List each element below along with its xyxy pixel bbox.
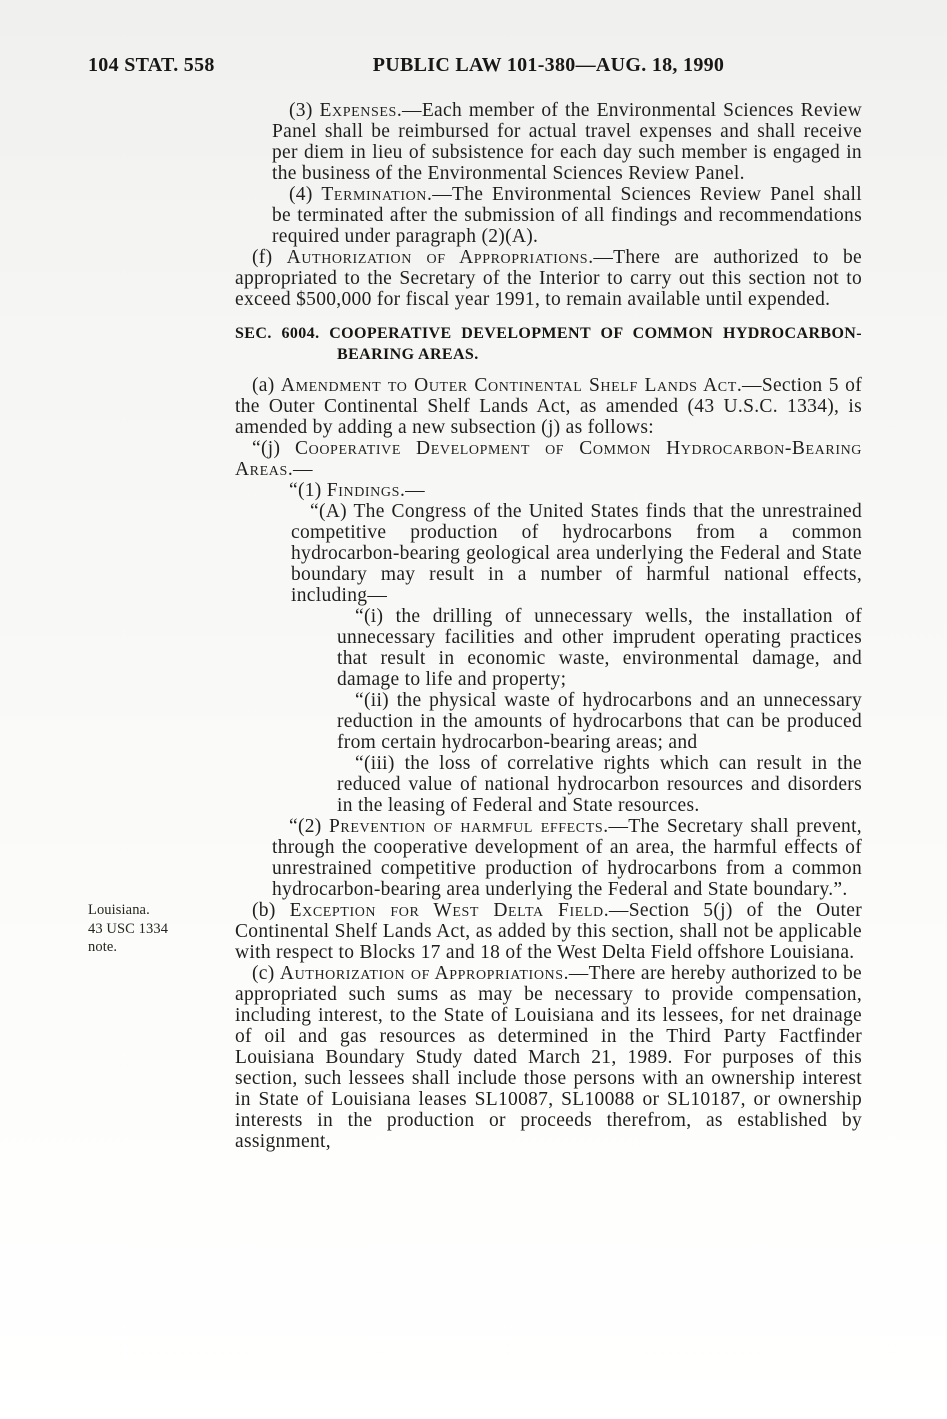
paragraph-designator: “(iii) xyxy=(355,753,405,774)
paragraph-text: .—Section 5 of the Outer Continental Shelf Lands Act, as amended (43 U.S.C. 1334), is amended by adding a new subsection (j) as follows: xyxy=(235,375,863,438)
paragraph-text: .— xyxy=(399,480,425,501)
para-j-cooperative-development xyxy=(235,438,862,480)
paragraph-designator: (3) xyxy=(289,100,320,121)
para-2-prevention xyxy=(272,816,862,900)
paragraph-designator: “(ii) xyxy=(355,690,397,711)
small-caps-heading: Authorization of Appropriations xyxy=(286,247,589,268)
paragraph-text: .— xyxy=(287,459,313,480)
paragraph-designator: “(i) xyxy=(355,606,396,627)
paragraph-text: .—Each member of the Environmental Sciences Review Panel shall be reimbursed for actual travel expenses and shall receive per diem in lieu of subsistence for each day such member is engaged in the business of the Environmental Sciences Review Panel. xyxy=(272,100,862,184)
paragraph-text: .—The Environmental Sciences Review Panel shall be terminated after the submission of all findings and recommendations required under paragraph (2)(A). xyxy=(272,184,862,247)
para-1-findings xyxy=(272,480,862,501)
clause-ii-physical-waste xyxy=(337,690,862,753)
small-caps-heading: Amendment to Outer Continental Shelf Lands Act xyxy=(280,375,737,396)
paragraph-designator: (f) xyxy=(252,247,287,268)
stat-page-number: 104 STAT. 558 xyxy=(88,54,215,76)
small-caps-heading: Expenses xyxy=(319,100,397,121)
paragraph-designator: “(j) xyxy=(252,438,296,459)
paragraph-designator: “(1) xyxy=(289,480,327,501)
para-f-authorization xyxy=(235,247,862,310)
paragraph-text: the loss of correlative rights which can result in the reduced value of national hydrocarbon resources and disorders in the leasing of Federal and State resources. xyxy=(337,753,863,816)
margin-note-louisiana xyxy=(88,901,226,957)
clause-i-drilling xyxy=(337,606,862,690)
small-caps-heading: Exception for West Delta Field xyxy=(289,900,604,921)
paragraph-designator: (a) xyxy=(252,375,281,396)
small-caps-heading: Authorization of Appropriations xyxy=(279,963,564,984)
sec-heading-line2: BEARING AREAS. xyxy=(337,346,479,363)
paragraph-text: .—There are authorized to be appropriated to the Secretary of the Interior to carry out this section not to exceed $500,000 for fiscal year 1991, to remain available until expended. xyxy=(235,247,862,310)
small-caps-heading: Termination xyxy=(321,184,428,205)
paragraph-designator: “(2) xyxy=(289,816,329,837)
paragraph-text: The Congress of the United States finds that the unrestrained competitive production of hydrocarbons from a common hydrocarbon-bearing geological area underlying the Federal and State boundary may result in a number of harmful national effects, including— xyxy=(291,501,862,606)
small-caps-heading: Cooperative Development of Common Hydrocarbon-Bearing Areas xyxy=(235,438,863,480)
statute-text-column xyxy=(88,100,863,1152)
para-A-congress-findings xyxy=(291,501,862,606)
paragraph-designator: “(A) xyxy=(310,501,354,522)
small-caps-heading: Findings xyxy=(326,480,400,501)
small-caps-heading: Prevention of harmful effects xyxy=(328,816,604,837)
sec-heading-line1: SEC. 6004. COOPERATIVE DEVELOPMENT OF COMMON HYDROCARBON- xyxy=(235,325,862,342)
page-header xyxy=(88,54,862,82)
para-c-authorization xyxy=(235,963,862,1152)
paragraph-text: the physical waste of hydrocarbons and an unnecessary reduction in the amounts of hydrocarbons that can be produced from certain hydrocarbon-bearing areas; and xyxy=(337,690,862,753)
margin-note-line: 43 USC 1334 xyxy=(88,920,169,937)
paragraph-designator: (c) xyxy=(252,963,280,984)
paragraph-text: .—There are hereby authorized to be appropriated such sums as may be necessary to provide compensation, including interest, to the State of Louisiana and its lessees, for net drainage of oil and gas resources as determined in the Third Party Factfinder Louisiana Boundary Study dated March 21, 1989. For purposes of this section, such lessees shall include those persons with an ownership interest in State of Louisiana leases SL10087, SL10088 or SL10187, or ownership interests in the production or proceeds therefrom, as established by assignment, xyxy=(235,963,862,1152)
margin-note-line: Louisiana. xyxy=(88,902,150,918)
paragraph-designator: (4) xyxy=(289,184,322,205)
paragraph-text: .—The Secretary shall prevent, through the cooperative development of an area, the harmful effects of unrestrained competitive production of hydrocarbons from a common hydrocarbon-bearing area underlying the Federal and State boundary.”. xyxy=(272,816,862,900)
clause-iii-correlative-rights xyxy=(337,753,862,816)
para-b-with-margin-note xyxy=(88,900,862,963)
paragraph-text: the drilling of unnecessary wells, the installation of unnecessary facilities and other imprudent operating practices that result in economic waste, environmental damage, and damage to life and property; xyxy=(337,606,863,690)
sec-6004-heading xyxy=(235,323,862,365)
paragraph-designator: (b) xyxy=(252,900,290,921)
paragraph-text: .—Section 5(j) of the Outer Continental Shelf Lands Act, as added by this section, shall not be applicable with respect to Blocks 17 and 18 of the West Delta Field offshore Louisiana. xyxy=(235,900,862,963)
law-title: PUBLIC LAW 101-380—AUG. 18, 1990 xyxy=(372,54,725,76)
para-4-termination xyxy=(272,184,862,247)
para-3-expenses xyxy=(272,100,862,184)
para-a-amendment xyxy=(235,375,862,438)
para-b-exception-west-delta xyxy=(235,900,862,963)
margin-note-line: note. xyxy=(88,939,118,955)
